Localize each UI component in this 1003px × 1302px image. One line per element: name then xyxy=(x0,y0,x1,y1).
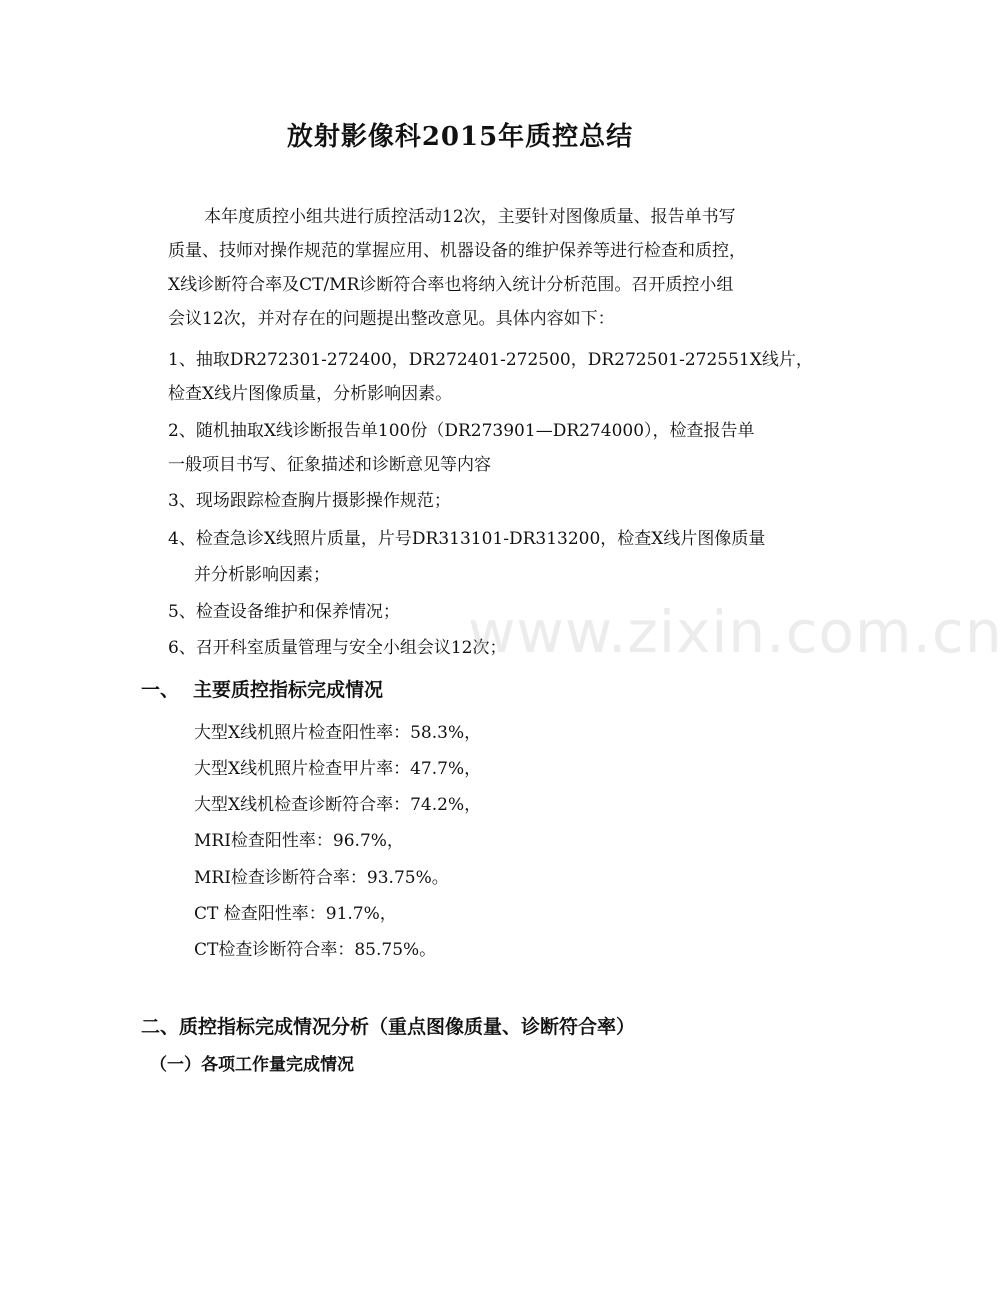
list-item-5: 5、检查设备维护和保养情况； xyxy=(168,602,400,622)
indicator-5: MRI检查诊断符合率：93.75%。 xyxy=(194,868,449,888)
list-item-6: 6、召开科室质量管理与安全小组会议12次； xyxy=(168,638,507,658)
intro-line-1: 本年度质控小组共进行质控活动12次，主要针对图像质量、报告单书写 xyxy=(204,207,736,227)
list-item-1: 1、抽取DR272301-272400，DR272401-272500，DR272501-272551X线片， xyxy=(168,350,813,370)
intro-line-3: X线诊断符合率及CT/MR诊断符合率也将纳入统计分析范围。召开质控小组 xyxy=(168,275,734,295)
list-item-2-cont: 一般项目书写、征象描述和诊断意见等内容 xyxy=(168,455,491,475)
list-item-3: 3、现场跟踪检查胸片摄影操作规范； xyxy=(168,491,451,511)
section-1-heading: 主要质控指标完成情况 xyxy=(193,679,384,701)
section-2-subheading: （一）各项工作量完成情况 xyxy=(150,1055,354,1075)
indicator-7: CT检查诊断符合率：85.75%。 xyxy=(194,940,437,960)
indicator-3: 大型X线机检查诊断符合率：74.2%， xyxy=(194,795,482,815)
indicator-4: MRI检查阳性率：96.7%， xyxy=(194,831,404,851)
indicator-2: 大型X线机照片检查甲片率：47.7%， xyxy=(194,759,482,779)
watermark-text: www.zixin.com.cn xyxy=(468,598,1003,666)
list-item-4-cont: 并分析影响因素； xyxy=(194,565,330,585)
indicator-1: 大型X线机照片检查阳性率：58.3%， xyxy=(194,723,482,743)
indicator-6: CT 检查阳性率：91.7%， xyxy=(194,904,397,924)
list-item-2: 2、随机抽取X线诊断报告单100份（DR273901—DR274000），检查报告单 xyxy=(168,421,755,441)
section-2-heading: 二、质控指标完成情况分析（重点图像质量、诊断符合率） xyxy=(141,1016,636,1038)
document-title: 放射影像科2015年质控总结 xyxy=(286,122,634,152)
list-item-4: 4、检查急诊X线照片质量，片号DR313101-DR313200，检查X线片图像质量 xyxy=(168,529,766,549)
section-1-number: 一、 xyxy=(141,679,180,701)
intro-line-2: 质量、技师对操作规范的掌握应用、机器设备的维护保养等进行检查和质控， xyxy=(168,241,746,261)
list-item-1-cont: 检查X线片图像质量，分析影响因素。 xyxy=(168,384,453,404)
intro-line-4: 会议12次，并对存在的问题提出整改意见。具体内容如下： xyxy=(168,309,615,329)
